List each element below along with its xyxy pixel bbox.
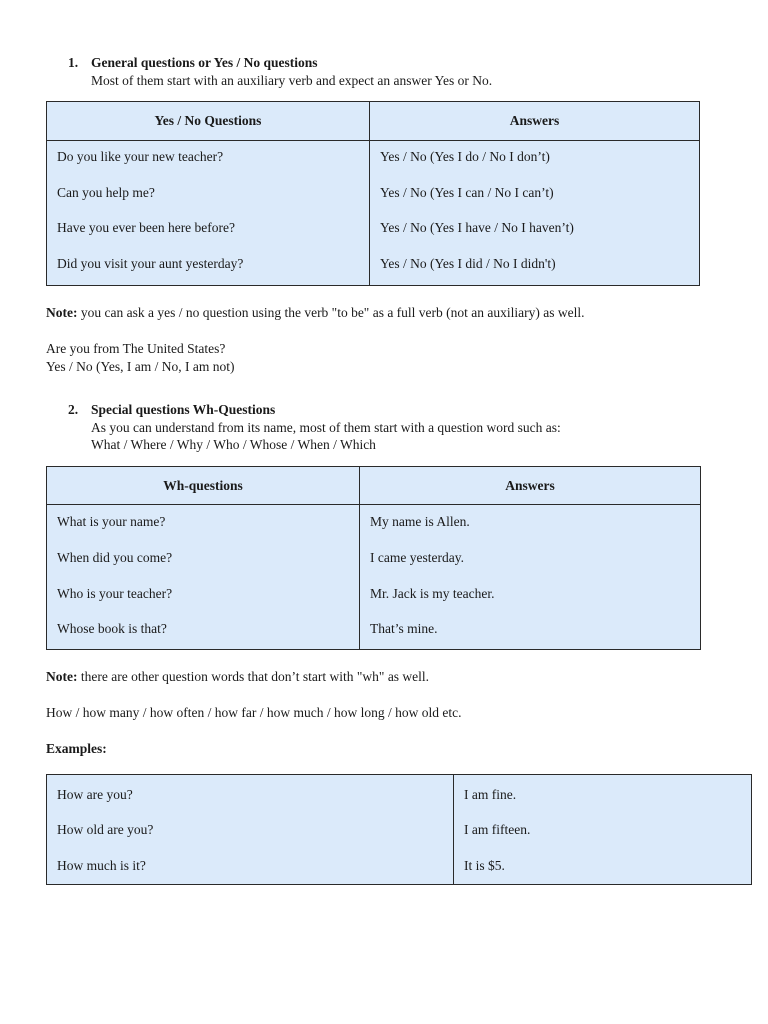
table-2-questions-cell [47, 505, 360, 650]
note-1 [46, 304, 585, 322]
table-1-answers-cell [370, 141, 700, 286]
table-1-question: Have you ever been here before? [57, 220, 236, 235]
table-2-question: When did you come? [57, 550, 173, 565]
yes-no-questions-table [46, 101, 700, 286]
table-2-answer: I came yesterday. [370, 550, 464, 565]
wh-questions-table [46, 466, 701, 650]
table-2-header-questions: Wh-questions [47, 467, 360, 505]
table-3-question: How are you? [57, 787, 133, 802]
table-3-answer: I am fifteen. [464, 822, 531, 837]
table-1-answer: Yes / No (Yes I can / No I can’t) [380, 185, 554, 200]
section-2-question-words: What / Where / Why / Who / Whose / When / Which [91, 437, 376, 452]
table-1-question: Do you like your new teacher? [57, 149, 224, 164]
table-3-questions-cell [47, 775, 454, 885]
note-1-label: Note: [46, 305, 78, 320]
table-1-header-questions: Yes / No Questions [47, 102, 370, 141]
table-2-answer: My name is Allen. [370, 514, 470, 529]
table-3-question: How much is it? [57, 858, 146, 873]
other-question-words: How / how many / how often / how far / how much / how long / how old etc. [46, 705, 462, 720]
table-2-answers-cell [360, 505, 701, 650]
example-1-question: Are you from The United States? [46, 341, 226, 356]
examples-label: Examples: [46, 741, 107, 756]
note-2-label: Note: [46, 669, 78, 684]
note-2 [46, 668, 429, 686]
table-1-answer: Yes / No (Yes I do / No I don’t) [380, 149, 550, 164]
table-1-header-answers: Answers [370, 102, 700, 141]
table-1-questions-cell [47, 141, 370, 286]
examples-table [46, 774, 752, 885]
table-3-answer: It is $5. [464, 858, 505, 873]
section-1-heading: General questions or Yes / No questions [91, 55, 318, 70]
table-1-question: Did you visit your aunt yesterday? [57, 256, 244, 271]
table-1-question: Can you help me? [57, 185, 155, 200]
table-3-answers-cell [454, 775, 752, 885]
table-2-question: Who is your teacher? [57, 586, 173, 601]
example-1-answer: Yes / No (Yes, I am / No, I am not) [46, 359, 235, 374]
table-2-answer: That’s mine. [370, 621, 438, 636]
table-1-answer: Yes / No (Yes I did / No I didn't) [380, 256, 556, 271]
note-2-text: there are other question words that don’t start with "wh" as well. [77, 669, 430, 684]
table-3-question: How old are you? [57, 822, 154, 837]
table-2-question: What is your name? [57, 514, 166, 529]
table-3-answer: I am fine. [464, 787, 517, 802]
section-2-description: As you can understand from its name, most of them start with a question word such as: [91, 420, 561, 435]
section-1-description: Most of them start with an auxiliary verb and expect an answer Yes or No. [91, 73, 493, 88]
table-1-answer: Yes / No (Yes I have / No I haven’t) [380, 220, 574, 235]
section-2-number: 2. [68, 402, 79, 417]
section-1-number: 1. [68, 55, 79, 70]
section-2-heading: Special questions Wh-Questions [91, 402, 276, 417]
table-2-answer: Mr. Jack is my teacher. [370, 586, 495, 601]
table-2-header-answers: Answers [360, 467, 701, 505]
table-2-question: Whose book is that? [57, 621, 167, 636]
note-1-text: you can ask a yes / no question using the verb "to be" as a full verb (not an auxiliary) as well. [77, 305, 585, 320]
